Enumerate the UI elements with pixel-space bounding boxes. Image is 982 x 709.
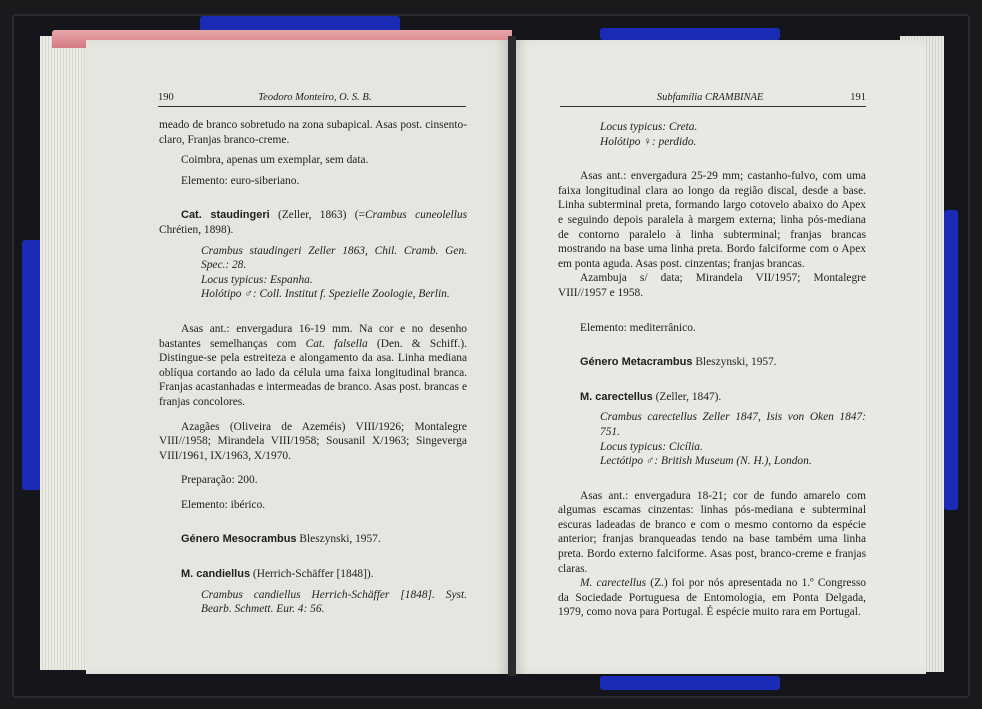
paragraph: Coimbra, apenas um exemplar, sem data. (181, 154, 369, 167)
book-gutter (508, 36, 516, 676)
holotype: Holótipo ♀: perdido. (600, 135, 697, 148)
description-paragraph: Asas ant.: envergadura 18-21; cor de fundo amarelo com algumas escamas cinzentas: linhas pós-mediana e subterminal escuras ladeadas de branco e com o mesmo contorno da espécie anterior; franjas branqueadas tendo na base também uma linha preta. Bordo externo falciforme. Asas post, branco-creme e franjas claras. (558, 489, 866, 575)
right-running-title: Subfamília CRAMBINAE (656, 92, 764, 103)
note-paragraph (558, 576, 866, 620)
citation: Crambus candiellus Herrich-Schäffer [1848]. Syst. Bearb. Schmett. Eur. 4: 56. (201, 588, 467, 616)
paragraph: Elemento: euro-siberiano. (181, 174, 300, 187)
page-stack-left (40, 36, 92, 670)
genus-heading (159, 532, 467, 547)
paragraph: Elemento: mediterrânico. (580, 321, 696, 334)
paragraph: meado de branco sobretudo na zona subapical. Asas post. cinsento-claro, Franjas branco-creme. (159, 119, 467, 146)
genus-author: Bleszynski, 1957. (692, 356, 777, 369)
species-author: Chrétien, 1898). (159, 223, 234, 236)
citation: Crambus carectellus Zeller 1847, Isis von Oken 1847: 751. (600, 411, 866, 438)
genus-author: Bleszynski, 1957. (296, 533, 381, 546)
marbled-endpaper-bottom (600, 676, 780, 690)
species-heading (159, 567, 467, 582)
marbled-endpaper-left (22, 240, 42, 490)
locus-typicus: Locus typicus: Espanha. (201, 273, 313, 286)
synonym-name: Crambus cuneolellus (364, 209, 467, 222)
text-run: Asas ant.: envergadura 16-19 mm. Na cor e no desenho bastantes semelhanças com (159, 322, 467, 350)
right-page-number: 191 (850, 92, 866, 103)
species-author: (Zeller, 1863) (= (269, 209, 365, 222)
left-running-title: Teodoro Monteiro, O. S. B. (258, 92, 372, 103)
species-reference: M. carectellus (580, 577, 647, 590)
paragraph: Preparação: 200. (181, 474, 258, 487)
right-running-head (560, 92, 866, 103)
description-paragraph (159, 322, 467, 410)
marbled-endpaper-right (944, 210, 958, 510)
right-header-rule (560, 106, 866, 107)
lectotype: Lectótipo ♂: British Museum (N. H.), London. (600, 455, 812, 468)
species-name: M. carectellus (580, 390, 653, 403)
localities-paragraph: Azambuja s/ data; Mirandela VII/1957; Montalegre VIII//1957 e 1958. (558, 272, 866, 299)
right-text-column (558, 120, 866, 620)
left-running-head (158, 92, 466, 103)
species-name: M. candiellus (181, 568, 251, 581)
locus-typicus: Locus typicus: Cicília. (600, 440, 703, 453)
localities-paragraph: Azagães (Oliveira de Azeméis) VIII/1926; Montalegre VIII//1958; Mirandela VIII/1958; Sousanil X/1963; Singeverga VIII/1961, IX/1963, X/1970. (159, 420, 467, 462)
left-page-number: 190 (158, 92, 174, 103)
left-text-column (159, 118, 467, 617)
species-author: (Herrich-Schäffer [1848]). (250, 568, 374, 581)
text-run: (Den. & Schiff.). Distingue-se pela estreiteza e alongamento da asa. Linha mediana oblíqua cortando ao lado da célula uma faixa longitudinal branca. Franjas acastanhadas e intermeadas de branco. Asas post. brancas e franjas concolores. (159, 337, 467, 408)
species-reference: Cat. falsella (305, 337, 368, 350)
genus-name: Género Mesocrambus (181, 533, 297, 546)
genus-name: Género Metacrambus (580, 356, 693, 369)
marbled-endpaper-top-right (600, 28, 780, 40)
paragraph: Elemento: ibérico. (181, 498, 266, 511)
genus-heading (558, 355, 866, 370)
description-paragraph: Asas ant.: envergadura 25-29 mm; castanho-fulvo, com uma faixa longitudinal clara ao longo da região discal, desde a base. Linha subterminal preta, formando largo cotovelo abaixo do Apex e seguindo depois paralela à margem externa; linha pós-mediana de contorno paralelo à linha subterminal; franjas brancas mostrando na base uma linha preta. Bordo falciforme com o Apex em ponta aguda. Asas post. cinzentas; franjas brancas. (558, 170, 866, 270)
species-heading (558, 390, 866, 405)
text-run: (Z.) foi por nós apresentada no 1.º Congresso da Sociedade Portuguesa de Entomologia, em Ponta Delgada, 1979, como nova para Portugal. É espécie muito rara em Portugal. (558, 577, 867, 619)
holotype: Holótipo ♂: Coll. Institut f. Spezielle Zoologie, Berlin. (201, 288, 450, 301)
locus-typicus: Locus typicus: Creta. (600, 121, 698, 133)
citation: Crambus staudingeri Zeller 1863, Chil. Cramb. Gen. Spec.: 28. (201, 244, 467, 272)
left-header-rule (158, 106, 466, 107)
species-heading (159, 208, 467, 237)
species-author: (Zeller, 1847). (652, 390, 722, 403)
species-name: Cat. staudingeri (181, 209, 270, 222)
